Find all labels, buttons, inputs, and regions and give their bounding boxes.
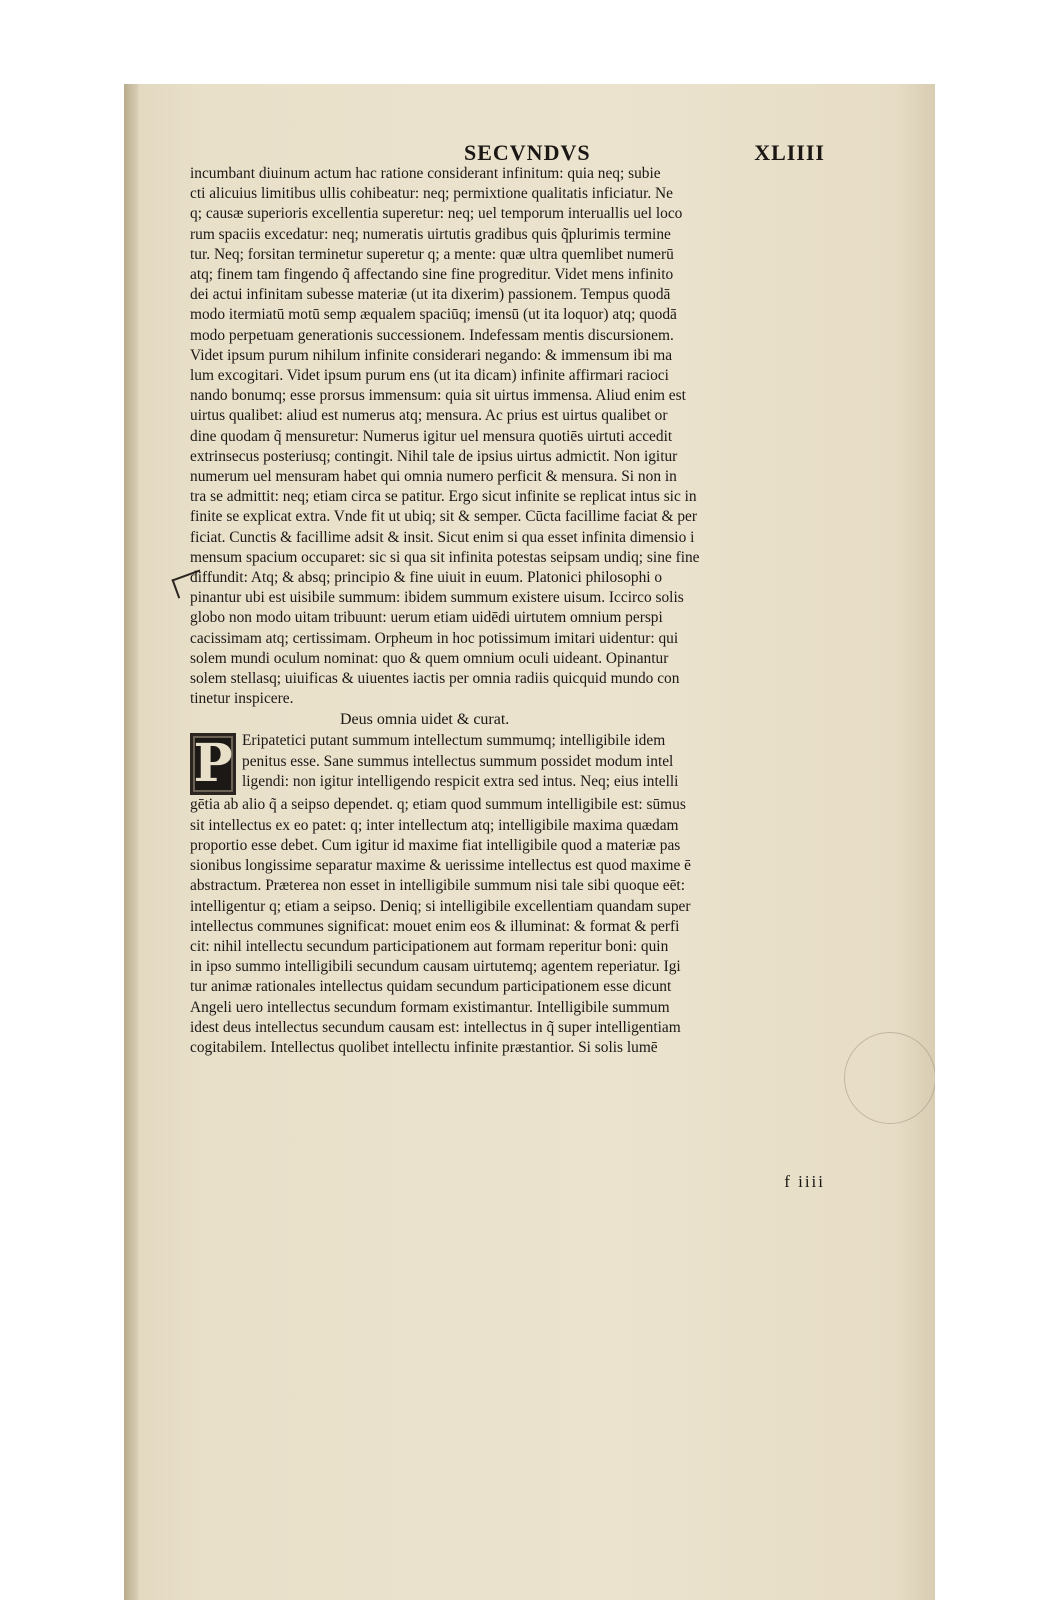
text-line: tur. Neq; forsitan terminetur superetur q; a mente: quæ ultra quemlibet numerū xyxy=(190,245,674,263)
text-line: globo non modo uitam tribuunt: uerum etiam uidēdi uirtutem omnium perspi xyxy=(190,609,663,627)
text-line: gētia ab alio q̃ a seipso dependet. q; etiam quod summum intelligibile est: sūmus xyxy=(190,796,686,814)
text-line: dei actui infinitam subesse materiæ (ut ita dixerim) passionem. Tempus quodā xyxy=(190,286,671,304)
text-line: sit intellectus ex eo patet: q; inter intellectum atq; intelligibile maxima quædam xyxy=(190,816,679,834)
text-line: uirtus qualibet: aliud est numerus atq; mensura. Ac prius est uirtus qualibet or xyxy=(190,407,668,425)
text-line: q; causæ superioris excellentia superetur: neq; uel temporum interuallis uel loco xyxy=(190,205,683,223)
text-line: cogitabilem. Intellectus quolibet intellectu infinite præstantior. Si solis lumē xyxy=(190,1038,658,1056)
running-title: SECVNDVS xyxy=(464,140,591,165)
book-page xyxy=(124,84,935,1600)
text-line: idest deus intellectus secundum causam est: intellectus in q̃ super intelligentiam xyxy=(190,1018,681,1036)
text-line: sionibus longissime separatur maxime & uerissime intellectus est quod maxime ē xyxy=(190,857,691,875)
text-line: dine quodam q̃ mensuretur: Numerus igitur uel mensura quotiēs uirtuti accedit xyxy=(190,427,673,445)
text-line: ficiat. Cunctis & facillime adsit & insit. Sicut enim si qua esset infinita dimensio i xyxy=(190,528,695,546)
text-line: modo perpetuam generationis successionem. Indefessam mentis discursionem. xyxy=(190,326,674,344)
paragraph-1 xyxy=(190,164,840,709)
text-line: pinantur ubi est uisibile summum: ibidem summum existere uisum. Iccirco solis xyxy=(190,589,684,607)
text-line: Angeli uero intellectus secundum formam existimantur. Intelligibile summum xyxy=(190,998,670,1016)
text-line: lum excogitari. Videt ipsum purum ens (ut ita dicam) infinite affirmari racioci xyxy=(190,367,669,385)
text-line: tra se admittit: neq; etiam circa se patitur. Ergo sicut infinite se replicat intus sic in xyxy=(190,488,697,506)
library-stamp xyxy=(844,1032,935,1124)
text-line: solem mundi oculum nominat: quo & quem omnium oculi uideant. Opinantur xyxy=(190,649,669,667)
decorated-initial: P xyxy=(190,733,236,795)
text-line: intelligentur q; etiam a seipso. Deniq; si intelligibile excellentiam quandam super xyxy=(190,897,691,915)
text-line: abstractum. Præterea non esset in intelligibile summum nisi tale sibi quoque eēt: xyxy=(190,877,685,895)
paragraph-2-lines xyxy=(190,795,840,1058)
text-line: cti alicuius limitibus ullis cohibeatur: neq; permixtione qualitatis inficiatur. Ne xyxy=(190,185,673,203)
text-line: modo itermiatū motū semp æqualem spaciūq; imensū (ut ita loquor) atq; quodā xyxy=(190,306,677,324)
text-line: finite se explicat extra. Vnde fit ut ubiq; sit & semper. Cūcta facillime faciat & per xyxy=(190,508,698,526)
text-line: nando bonumq; esse prorsus immensum: quia sit uirtus immensa. Aliud enim est xyxy=(190,387,686,405)
text-line: mensum spacium occuparet: sic si qua sit infinita potestas seipsam undiq; sine fine xyxy=(190,548,700,566)
text-line: rum spaciis excedatur: neq; numeratis uirtutis gradibus quis q̃plurimis termine xyxy=(190,225,671,243)
text-line: tinetur inspicere. xyxy=(190,690,294,708)
page-gutter xyxy=(124,84,138,1600)
text-block xyxy=(190,164,840,1058)
section-title: Deus omnia uidet & curat. xyxy=(340,711,510,729)
signature-mark: f iiii xyxy=(784,1172,825,1191)
text-line: numerum uel mensuram habet qui omnia numero perficit & mensura. Si non in xyxy=(190,468,677,486)
text-line: intellectus communes significat: mouet enim eos & illuminat: & format & perfi xyxy=(190,917,680,935)
paragraph-2-indented-lines xyxy=(190,731,840,792)
paragraph-2 xyxy=(190,731,840,1058)
text-line: cacissimam atq; certissimam. Orpheum in hoc potissimum imitari uidentur: qui xyxy=(190,629,679,647)
text-line: Eripatetici putant summum intellectum summumq; intelligibile idem xyxy=(242,732,666,750)
text-line: penitus esse. Sane summus intellectus summum possidet modum intel xyxy=(242,752,674,770)
text-line: extrinsecus posteriusq; contingit. Nihil tale de ipsius uirtus admictit. Non igitur xyxy=(190,447,678,465)
text-line: Videt ipsum purum nihilum infinite considerari negando: & immensum ibi ma xyxy=(190,346,673,364)
text-line: ligendi: non igitur intelligendo respicit extra sed intus. Neq; eius intelli xyxy=(242,772,679,790)
text-line: solem stellasq; uiuificas & uiuentes iactis per omnia radiis quicquid mundo con xyxy=(190,670,680,688)
text-line: cit: nihil intellectu secundum participationem aut formam reperitur boni: quin xyxy=(190,937,669,955)
folio-number: XLIIII xyxy=(754,140,825,165)
text-line: proportio esse debet. Cum igitur id maxime fiat intelligibile quod a materiæ pas xyxy=(190,836,681,854)
text-line: in ipso summo intelligibili secundum causam uirtutemq; agentem reperiatur. Igi xyxy=(190,958,681,976)
text-line: atq; finem tam fingendo q̃ affectando sine fine progreditur. Videt mens infinito xyxy=(190,266,674,284)
text-line: incumbant diuinum actum hac ratione considerant infinitum: quia neq; subie xyxy=(190,165,661,182)
text-line: tur animæ rationales intellectus quidam secundum participationem esse dicunt xyxy=(190,978,672,996)
text-line: diffundit: Atq; & absq; principio & fine uiuit in euum. Platonici philosophi o xyxy=(190,569,663,587)
